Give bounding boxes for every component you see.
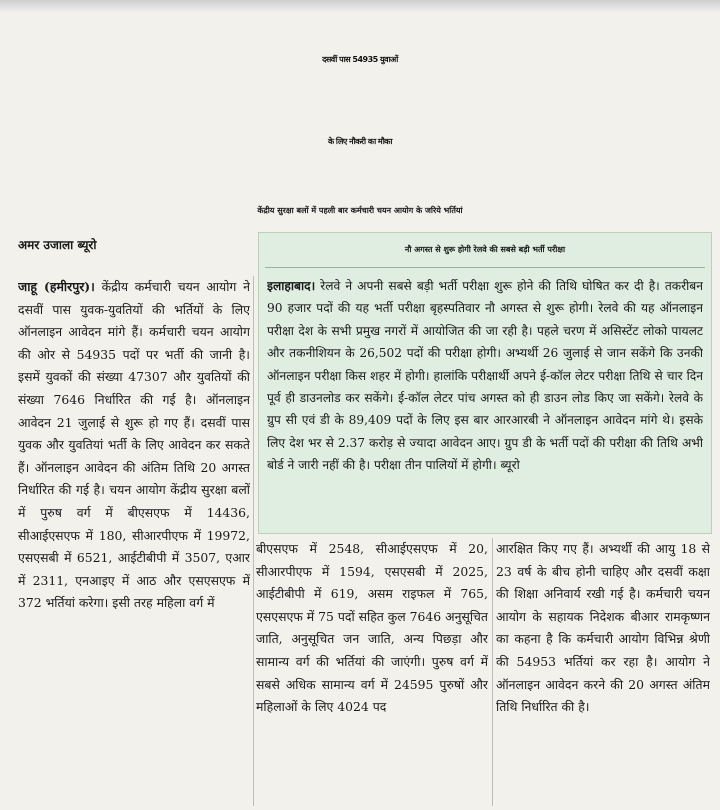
column-divider bbox=[492, 538, 493, 806]
article-column-2 bbox=[256, 538, 488, 806]
byline: अमर उजाला ब्यूरो bbox=[18, 238, 97, 252]
headline-line-1: दसवीं पास 54935 युवाओं bbox=[322, 55, 398, 64]
top-clipped-edge bbox=[0, 0, 720, 12]
column-divider bbox=[253, 276, 254, 806]
subheadline: केंद्रीय सुरक्षा बलों में पहली बार कर्मचारी चयन आयोग के जरिये भर्तियां bbox=[257, 206, 463, 215]
sidebar-news-box bbox=[258, 232, 712, 534]
column-2-text: बीएसएफ में 2548, सीआईएसएफ में 20, सीआरपीएफ में 1594, एसएसबी में 2025, आईटीबीपी में 619, असम राइफल में 765, एसएसएफ में 75 पदों सहित कुल 7646 अनुसूचित जाति, अनुसूचित जन जाति, अन्य पिछड़ा और सामान्य वर्ग की भर्तियां की जाएंगी। पुरुष वर्ग में सबसे अधिक सामान्य वर्ग में 24595 पुरुषों और महिलाओं के लिए 4024 पद bbox=[256, 541, 488, 715]
column-1-text: केंद्रीय कर्मचारी चयन आयोग ने दसवीं पास युवक-युवतियों की भर्तियों के लिए ऑनलाइन आवेदन मांगे हैं। कर्मचारी चयन आयोग की ओर से 54935 पदों पर भर्ती की जानी है। इसमें युवकों की संख्या 47307 और युवतियों की संख्या 7646 निर्धारित की गई है। ऑनलाइन आवेदन 21 जुलाई से शुरू हो गए हैं। दसवीं पास युवक और युवतियां भर्ती के लिए आवेदन कर सकते हैं। ऑनलाइन आवेदन की अंतिम तिथि 20 अगस्त निर्धारित की गई है। चयन आयोग केंद्रीय सुरक्षा बलों में पुरुष वर्ग में बीएसएफ में 14436, सीआईएसएफ में 180, सीआरपीएफ में 19972, एसएसबी में 6521, आईटीबीपी में 3507, एआर में 2311, एनआइए में आठ और एसएसएफ में 372 भर्तियां करेगा। इसी तरह महिला वर्ग में bbox=[18, 279, 250, 611]
box-title: नौ अगस्त से शुरू होगी रेलवे की सबसे बड़ी भर्ती परीक्षा bbox=[404, 245, 566, 254]
box-article bbox=[267, 275, 703, 529]
box-title-rule bbox=[265, 267, 705, 268]
dateline: जाहू (हमीरपुर)। bbox=[18, 279, 95, 294]
headline-line-2: के लिए नौकरी का मौका bbox=[328, 137, 392, 146]
box-dateline: इलाहाबाद। bbox=[267, 279, 316, 293]
article-column-3 bbox=[496, 538, 710, 806]
article-column-1 bbox=[18, 276, 250, 806]
column-3-text: आरक्षित किए गए हैं। अभ्यर्थी की आयु 18 से 23 वर्ष के बीच होनी चाहिए और दसवीं कक्षा की शिक्षा अनिवार्य रखी गई है। कर्मचारी चयन आयोग के सहायक निदेशक बीआर रामकृष्णन का कहना है कि कर्मचारी आयोग विभिन्न श्रेणी की 54953 भर्तियां कर रहा है। आयोग ने ऑनलाइन आवेदन करने की 20 अगस्त अंतिम तिथि निर्धारित की है। bbox=[496, 541, 710, 715]
box-text: रेलवे ने अपनी सबसे बड़ी भर्ती परीक्षा शुरू होने की तिथि घोषित कर दी है। तकरीबन 90 हजार पदों की यह भर्ती परीक्षा बृहस्पतिवार नौ अगस्त से शुरू होगी। रेलवे की यह ऑनलाइन परीक्षा देश के सभी प्रमुख नगरों में आयोजित की जा रही है। पहले चरण में असिस्टेंट लोको पायलट और तकनीशियन के 26,502 पदों की परीक्षा होगी। अभ्यर्थी 26 जुलाई से जान सकेंगे कि उनकी ऑनलाइन परीक्षा किस शहर में होगी। हालांकि परीक्षार्थी अपने ई-कॉल लेटर परीक्षा तिथि से चार दिन पूर्व ही डाउनलोड कर सकेंगे। ई-कॉल लेटर पांच अगस्त को ही डाउन लोड किए जा सकेंगे। रेलवे के ग्रुप सी एवं डी के 89,409 पदों के लिए इस बार आरआरबी ने ऑनलाइन आवेदन मांगे थे। इसके लिए देश भर से 2.37 करोड़ से ज्यादा आवेदन आए। ग्रुप डी के भर्ती पदों की परीक्षा की तिथि अभी बोर्ड ने जारी नहीं की है। परीक्षा तीन पालियों में होगी। ब्यूरो bbox=[267, 279, 703, 473]
